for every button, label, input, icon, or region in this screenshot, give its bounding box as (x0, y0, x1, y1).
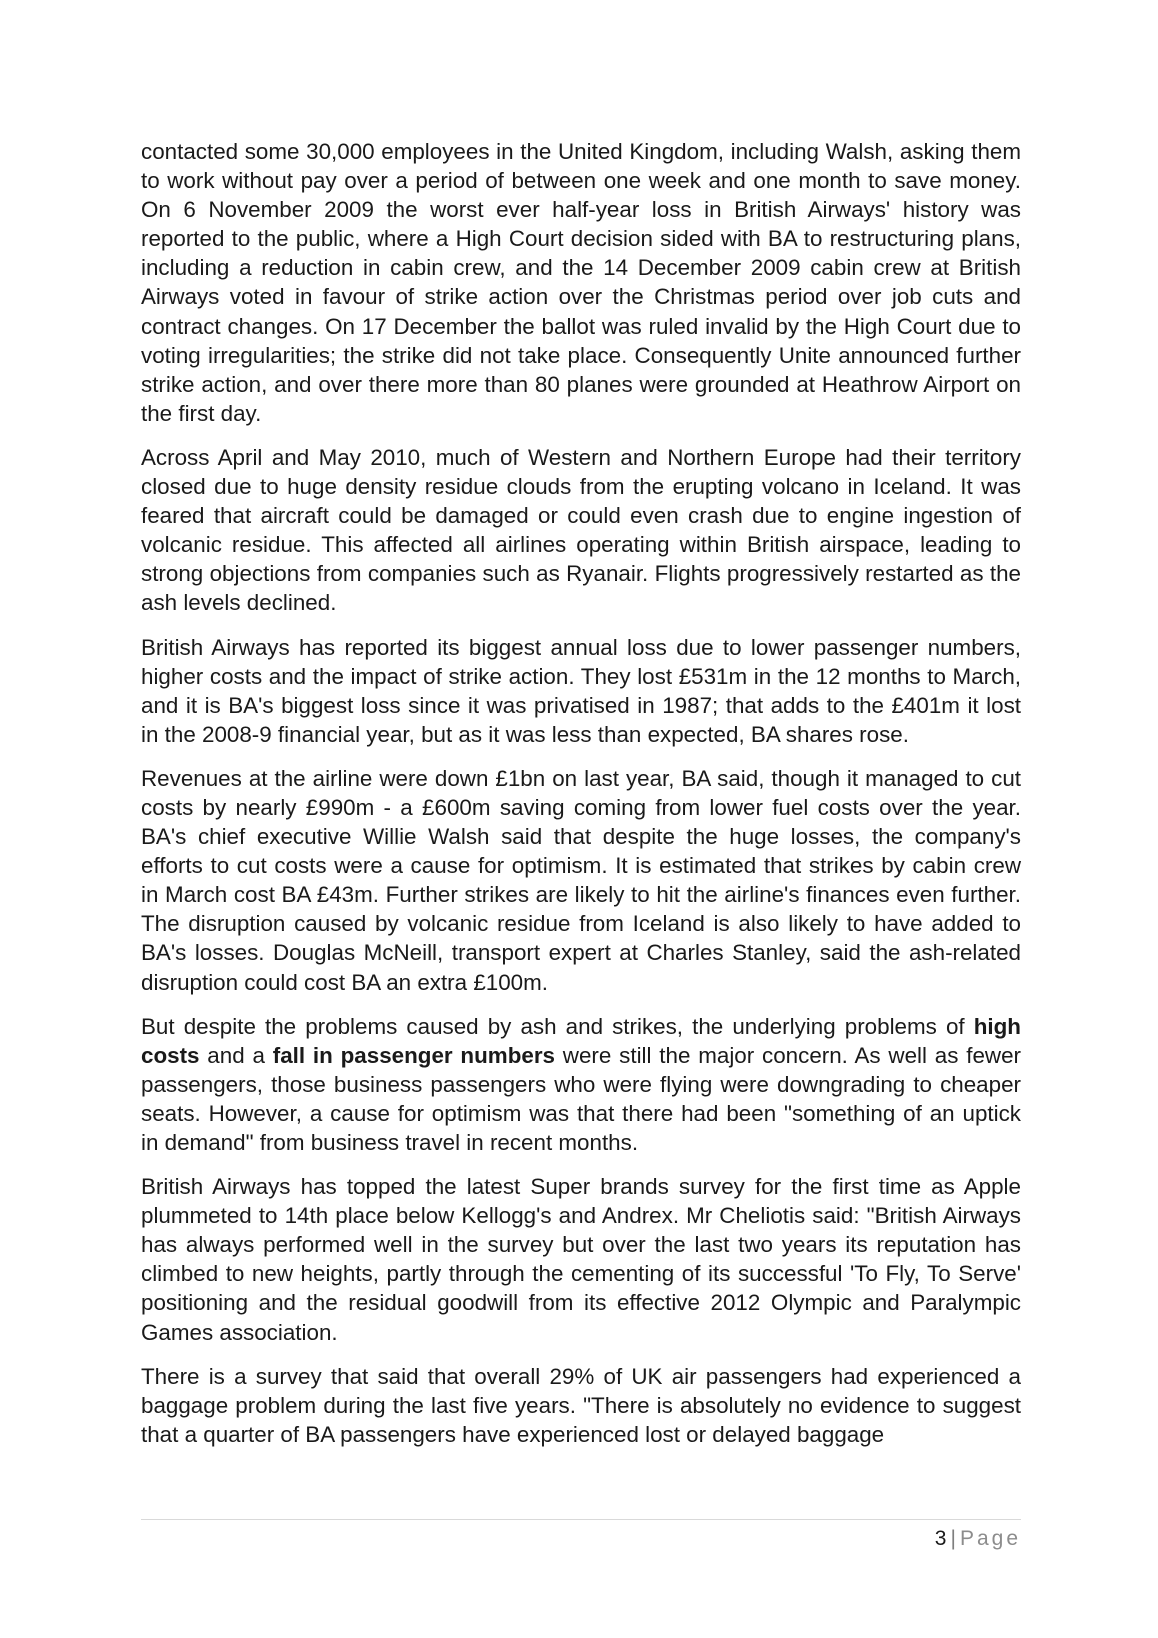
footer-divider (141, 1519, 1021, 1520)
page-label: Page (959, 1527, 1021, 1550)
paragraph-volcano-ash: Across April and May 2010, much of Western and Northern Europe had their territory closed due to huge density residue clouds from the erupting volcano in Iceland. It was feared that aircraft could be damaged or could even crash due to engine ingestion of volcanic residue. This affected all airlines operating within British airspace, leading to strong objections from companies such as Ryanair. Flights progressively restarted as the ash levels declined. (141, 444, 1021, 616)
bold-fall-in-passenger-numbers: fall in passenger numbers (272, 1042, 555, 1068)
paragraph-baggage-survey: There is a survey that said that overall 29% of UK air passengers had experienced a baggage problem during the last five years. "There is absolutely no evidence to suggest that a quarter of BA passengers have experienced lost or delayed baggage (141, 1363, 1021, 1447)
paragraph-annual-loss: British Airways has reported its biggest annual loss due to lower passenger numbers, higher costs and the impact of strike action. They lost £531m in the 12 months to March, and it is BA's biggest loss since it was privatised in 1987; that adds to the £401m it lost in the 2008-9 financial year, but as it was less than expected, BA shares rose. (141, 634, 1021, 747)
paragraph-underlying-problems (141, 1012, 1021, 1157)
paragraph-superbrands: British Airways has topped the latest Super brands survey for the first time as Apple plummeted to 14th place below Kellogg's and Andrex. Mr Cheliotis said: "British Airways has always performed well in the survey but over the last two years its reputation has climbed to new heights, partly through the cementing of its successful 'To Fly, To Serve' positioning and the residual goodwill from its effective 2012 Olympic and Paralympic Games association. (141, 1174, 1021, 1345)
text-run: were still the major concern. As well as fewer passengers, those business passengers who were flying were downgrading to cheaper seats. However, a cause for optimism was that there had been "something of an uptick in demand" from business travel in recent months. (141, 1042, 1022, 1155)
text-run: and a (199, 1042, 273, 1068)
page-body (141, 137, 1021, 1464)
page-number: 3 (934, 1527, 947, 1550)
text-run: But despite the problems caused by ash and strikes, the underlying problems of (141, 1013, 974, 1039)
page-footer (935, 1526, 1021, 1552)
footer-separator: | (950, 1527, 956, 1550)
bold-high-costs: high costs (141, 1013, 1021, 1068)
paragraph-strike-ballot: contacted some 30,000 employees in the United Kingdom, including Walsh, asking them to work without pay over a period of between one week and one month to save money. On 6 November 2009 the worst ever half-year loss in British Airways' history was reported to the public, where a High Court decision sided with BA to restructuring plans, including a reduction in cabin crew, and the 14 December 2009 cabin crew at British Airways voted in favour of strike action over the Christmas period over job cuts and contract changes. On 17 December the ballot was ruled invalid by the High Court due to voting irregularities; the strike did not take place. Consequently Unite announced further strike action, and over there more than 80 planes were grounded at Heathrow Airport on the first day. (141, 139, 1021, 426)
paragraph-revenues: Revenues at the airline were down £1bn on last year, BA said, though it managed to cut costs by nearly £990m - a £600m saving coming from lower fuel costs over the year. BA's chief executive Willie Walsh said that despite the huge losses, the company's efforts to cut costs were a cause for optimism. It is estimated that strikes by cabin crew in March cost BA £43m. Further strikes are likely to hit the airline's finances even further. The disruption caused by volcanic residue from Iceland is also likely to have added to BA's losses. Douglas McNeill, transport expert at Charles Stanley, said the ash-related disruption could cost BA an extra £100m. (141, 765, 1021, 995)
